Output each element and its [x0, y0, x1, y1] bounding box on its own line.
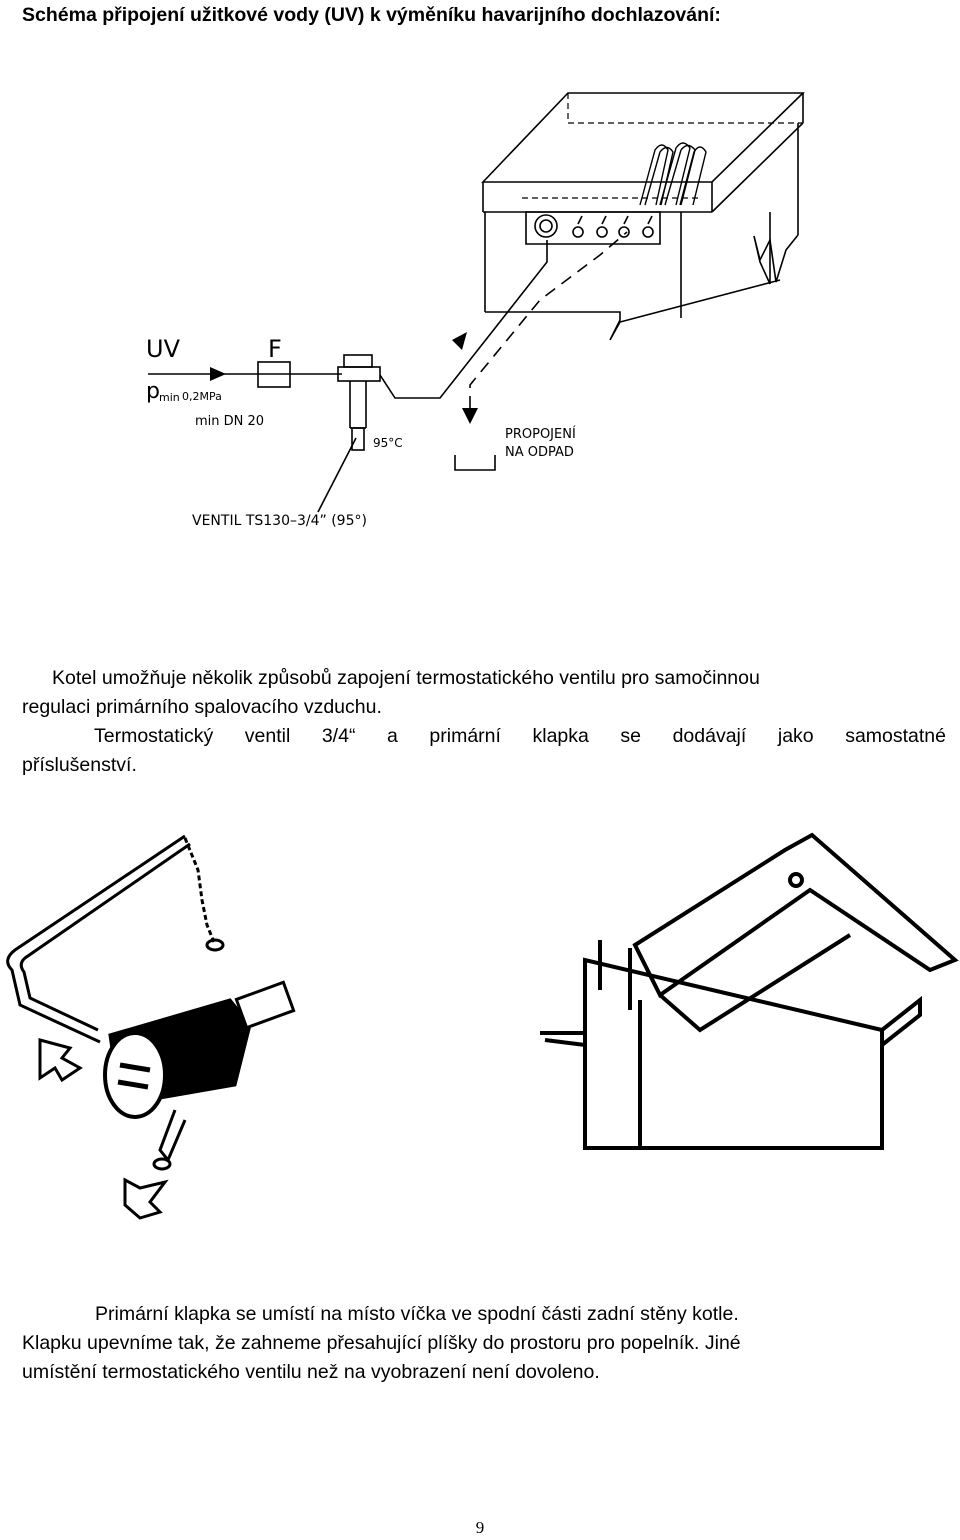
label-min-dn: min DN 20: [195, 414, 265, 429]
paragraph-line: Termostatický ventil 3/4“ a primární klapka se dodávají jako samostatné: [94, 725, 946, 747]
label-filter: F: [268, 335, 282, 363]
label-pmin-sub: min: [159, 391, 180, 404]
paragraph-line: Kotel umožňuje několik způsobů zapojení termostatického ventilu pro samočinnou: [52, 667, 760, 689]
waste-funnel: [455, 455, 495, 470]
valve-illustration: [8, 836, 294, 1169]
connection-schematic: [0, 0, 960, 600]
valve-sensor-pic: [160, 1110, 185, 1160]
valve-lever: [8, 836, 190, 1042]
arrow-outlet-pic: [125, 1180, 165, 1218]
flap-tab-left: [540, 1033, 585, 1045]
flow-arrow-inlet: [210, 367, 226, 381]
connection-plate: [526, 212, 660, 244]
label-temperature: 95°C: [373, 436, 403, 450]
flap-hole: [790, 874, 802, 886]
label-pmin-value: 0,2MPa: [182, 390, 222, 403]
flow-arrow-supply: [452, 332, 467, 350]
label-propojeni: PROPOJENÍ: [505, 427, 576, 442]
exchanger-outlet: [535, 215, 557, 237]
valve-cap: [105, 1033, 165, 1117]
page-number: 9: [475, 1518, 485, 1537]
paragraph-line: umístění termostatického ventilu než na vyobrazení není dovoleno.: [22, 1361, 600, 1383]
label-uv: UV: [146, 335, 180, 363]
label-na-odpad: NA ODPAD: [505, 445, 574, 460]
paragraph-intro: [22, 664, 946, 780]
paragraph-line: regulaci primárního spalovacího vzduchu.: [22, 696, 382, 718]
flap-tab-right: [882, 1000, 920, 1045]
page-title: Schéma připojení užitkové vody (UV) k výměníku havarijního dochlazování:: [22, 4, 721, 26]
accessories-illustration: [0, 830, 960, 1250]
valve-sensor: [352, 428, 364, 450]
paragraph-flap: [22, 1300, 946, 1387]
primary-flap-illustration: [540, 835, 955, 1148]
waste-pipe: [470, 232, 627, 408]
paragraph-line: příslušenství.: [22, 754, 137, 776]
valve-head: [344, 355, 372, 367]
exchanger-coil: [640, 143, 706, 205]
break-line-bottom: [485, 280, 780, 340]
label-pmin-p: p: [146, 379, 160, 404]
paragraph-line: Klapku upevníme tak, že zahneme přesahující plíšky do prostoru pro popelník. Jiné: [22, 1332, 741, 1354]
supply-pipe: [380, 240, 547, 398]
valve-chain: [185, 838, 214, 942]
valve-chain-hook: [207, 940, 223, 950]
arrow-inlet-pic: [40, 1040, 80, 1080]
paragraph-line: Primární klapka se umístí na místo víčka ve spodní části zadní stěny kotle.: [95, 1303, 739, 1325]
break-line-right: [754, 235, 798, 284]
valve-body: [338, 367, 380, 381]
flow-arrow-waste: [462, 408, 478, 424]
label-ventil: VENTIL TS130–3/4” (95°): [192, 513, 367, 529]
boiler-top: [483, 93, 803, 182]
